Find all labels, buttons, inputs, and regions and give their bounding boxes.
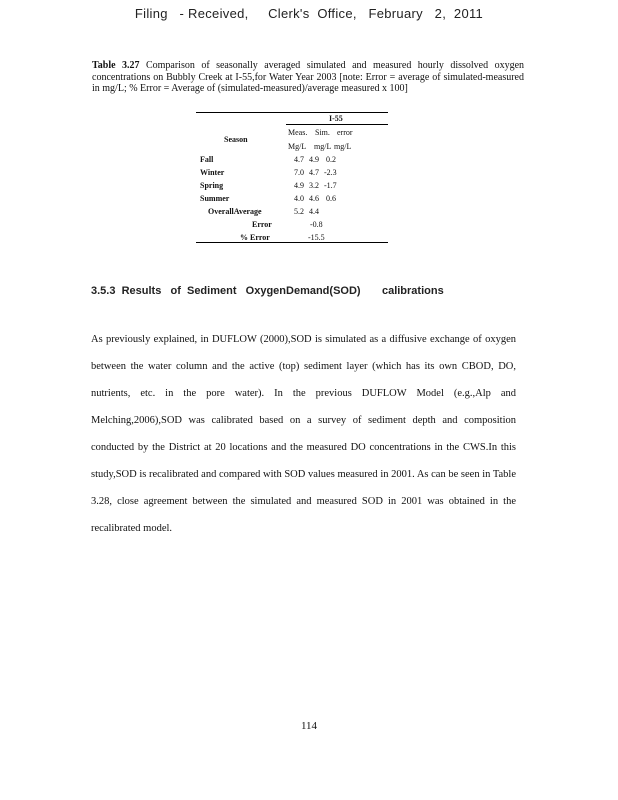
table-cell-sim: 3.2 bbox=[309, 181, 319, 190]
table-row-season: Winter bbox=[200, 168, 225, 177]
table-top-rule bbox=[196, 112, 388, 113]
table-cell-meas: 7.0 bbox=[294, 168, 304, 177]
table-cell-error: 0.2 bbox=[326, 155, 336, 164]
table-unit-sim: mg/L bbox=[314, 142, 332, 151]
table-caption-text: Comparison of seasonally averaged simulated and measured hourly dissolved oxygen concentrations on Bubbly Creek at I-55,for Water Year 2003 [note: Error = average of simulated-measured in mg/L; % Error = Average of (simulated-measured)/average measured x 100] bbox=[92, 60, 525, 94]
page-number: 114 bbox=[300, 720, 318, 732]
table-unit-meas: Mg/L bbox=[288, 142, 307, 151]
body-text bbox=[91, 326, 516, 542]
table-cell-error: 0.6 bbox=[326, 194, 336, 203]
table-unit-error: mg/L bbox=[334, 142, 352, 151]
table-cell-meas: 4.0 bbox=[294, 194, 304, 203]
table-cell-sim: 4.7 bbox=[309, 168, 319, 177]
table-cell-error: -2.3 bbox=[324, 168, 337, 177]
table-site-header: I-55 bbox=[329, 114, 343, 123]
table-col-sim: Sim. bbox=[315, 128, 330, 137]
table-caption-label: Table 3.27 bbox=[92, 60, 140, 71]
table-cell-error: -1.7 bbox=[324, 181, 337, 190]
table-row-season: Fall bbox=[200, 155, 214, 164]
table-pct-error-label: % Error bbox=[240, 233, 270, 242]
table-col-error: error bbox=[337, 128, 353, 137]
table-site-rule bbox=[286, 124, 388, 125]
table-overall-sim: 4.4 bbox=[309, 207, 319, 216]
table-row-season: Spring bbox=[200, 181, 224, 190]
table-bottom-rule bbox=[196, 242, 388, 243]
table-error-label: Error bbox=[252, 220, 272, 229]
table-cell-meas: 4.9 bbox=[294, 181, 304, 190]
table-row-season: Summer bbox=[200, 194, 230, 203]
filing-header: Filing - Received, Clerk's Office, February 2, 2011 bbox=[134, 6, 484, 21]
table-season-header: Season bbox=[224, 135, 248, 144]
body-paragraph: As previously explained, in DUFLOW (2000),SOD is simulated as a diffusive exchange of oxygen between the water column and the active (top) sediment layer (which has its own CBOD, DO, nutrients, etc. in the pore water). In the previous DUFLOW Model (e.g.,Alp and Melching,2006),SOD was calibrated based on a survey of sediment depth and composition conducted by the District at 20 locations and the measured DO concentrations in the CWS.In this study,SOD is recalibrated and compared with SOD values measured in 2001. As can be seen in Table 3.28, close agreement between the simulated and measured SOD in 2001 was obtained in the recalibrated model. bbox=[91, 334, 516, 534]
table-col-meas: Meas. bbox=[288, 128, 308, 137]
table-cell-sim: 4.6 bbox=[309, 194, 319, 203]
table-cell-sim: 4.9 bbox=[309, 155, 319, 164]
table-error-value: -0.8 bbox=[310, 220, 323, 229]
table-pct-error-value: -15.5 bbox=[308, 233, 325, 242]
table-cell-meas: 4.7 bbox=[294, 155, 304, 164]
section-heading: 3.5.3 Results of Sediment OxygenDemand(SOD) calibrations bbox=[91, 285, 444, 297]
table-overall-label: OverallAverage bbox=[208, 207, 262, 216]
table-overall-meas: 5.2 bbox=[294, 207, 304, 216]
table-caption bbox=[92, 60, 524, 95]
